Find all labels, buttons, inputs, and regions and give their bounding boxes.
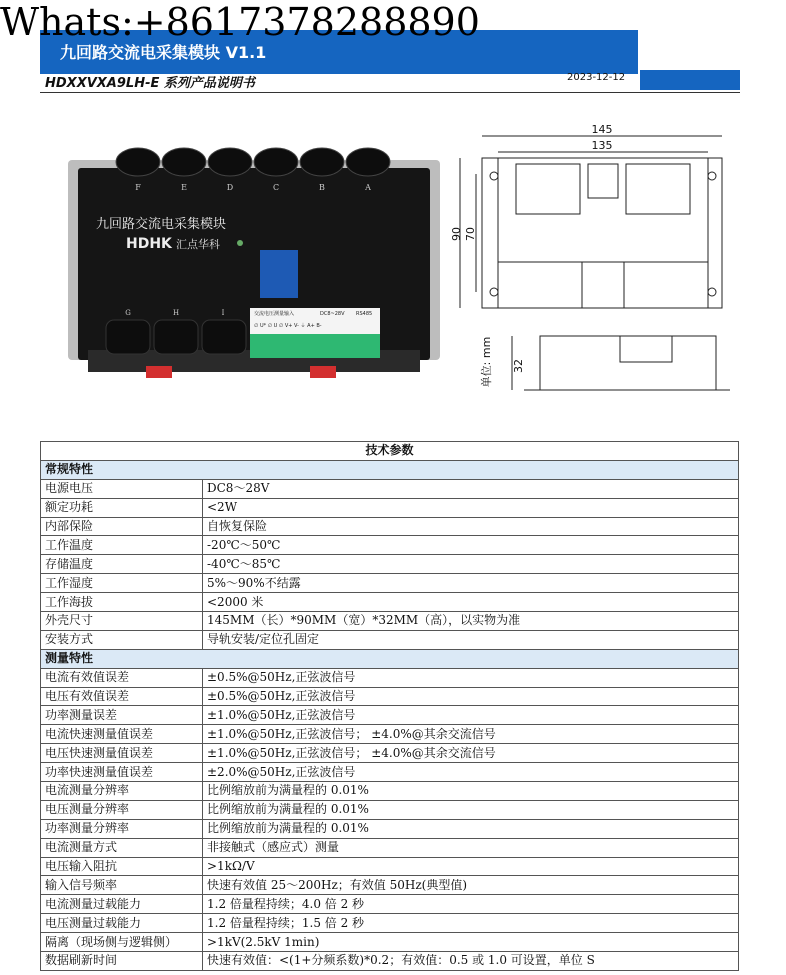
spec-value: DC8～28V xyxy=(203,479,739,498)
spec-value: 导轨安装/定位孔固定 xyxy=(203,630,739,649)
brand-label: HDHK xyxy=(126,236,172,252)
ct-label-e: E xyxy=(181,183,187,192)
ct-label-c: C xyxy=(272,183,280,192)
spec-row xyxy=(41,574,739,593)
spec-row xyxy=(41,668,739,687)
spec-param: 隔离（现场侧与逻辑侧） xyxy=(41,933,203,952)
spec-param: 电压快速测量值误差 xyxy=(41,744,203,763)
spec-param: 电源电压 xyxy=(41,479,203,498)
spec-param: 内部保险 xyxy=(41,517,203,536)
spec-row xyxy=(41,630,739,649)
spec-row xyxy=(41,744,739,763)
spec-param: 电流测量过载能力 xyxy=(41,895,203,914)
spec-row xyxy=(41,687,739,706)
dim-width-135: 135 xyxy=(591,139,613,152)
spec-param: 数据刷新时间 xyxy=(41,952,203,971)
spec-value: >1kΩ/V xyxy=(203,857,739,876)
spec-row xyxy=(41,819,739,838)
spec-value: 快速有效值：<(1+分频系数)*0.2；有效值：0.5 或 1.0 可设置，单位 S xyxy=(203,952,739,971)
spec-param: 电流有效值误差 xyxy=(41,668,203,687)
document-date: 2023-12-12 xyxy=(567,72,626,83)
module-title: 九回路交流电采集模块 V1.1 xyxy=(60,43,267,62)
terminal-group-power: DC8~28V xyxy=(320,311,345,317)
spec-param: 电流测量方式 xyxy=(41,838,203,857)
document-subtitle: HDXXVXA9LH-E 系列产品说明书 xyxy=(45,76,255,91)
header-divider xyxy=(40,92,740,93)
spec-param: 功率测量误差 xyxy=(41,706,203,725)
spec-value: 比例缩放前为满量程的 0.01% xyxy=(203,800,739,819)
spec-section-title: 测量特性 xyxy=(41,649,739,668)
spec-row xyxy=(41,838,739,857)
spec-row xyxy=(41,725,739,744)
spec-param: 工作温度 xyxy=(41,536,203,555)
spec-row xyxy=(41,933,739,952)
spec-param: 电流快速测量值误差 xyxy=(41,725,203,744)
spec-param: 电压有效值误差 xyxy=(41,687,203,706)
ct-label-h: H xyxy=(172,309,180,317)
spec-param: 功率快速测量值误差 xyxy=(41,763,203,782)
spec-param: 电压测量过载能力 xyxy=(41,914,203,933)
spec-value: 非接触式（感应式）测量 xyxy=(203,838,739,857)
spec-value: >1kV(2.5kV 1min) xyxy=(203,933,739,952)
spec-param: 工作湿度 xyxy=(41,574,203,593)
terminal-pins: ∅ U* ∅ U ∅ V+ V- ⏚ A+ B- xyxy=(254,323,322,329)
dim-height-70: 70 xyxy=(464,227,477,241)
spec-param: 外壳尺寸 xyxy=(41,612,203,631)
spec-value: -20℃～50℃ xyxy=(203,536,739,555)
spec-param: 安装方式 xyxy=(41,630,203,649)
spec-value: 自恢复保险 xyxy=(203,517,739,536)
spec-section-row xyxy=(41,649,739,668)
product-photo xyxy=(68,140,440,385)
spec-row xyxy=(41,498,739,517)
ct-label-i: I xyxy=(221,309,225,317)
ct-label-g: G xyxy=(125,309,131,317)
ct-label-f: F xyxy=(135,183,141,192)
spec-row xyxy=(41,895,739,914)
ct-label-b: B xyxy=(319,183,325,192)
spec-value: ±0.5%@50Hz,正弦波信号 xyxy=(203,687,739,706)
ct-label-d: D xyxy=(226,183,234,192)
spec-title: 技术参数 xyxy=(41,442,739,461)
spec-param: 输入信号频率 xyxy=(41,876,203,895)
ct-label-a: A xyxy=(365,183,371,192)
terminal-group-rs485: RS485 xyxy=(356,311,373,317)
spec-value: ±1.0%@50Hz,正弦波信号； ±4.0%@其余交流信号 xyxy=(203,744,739,763)
spec-param: 工作海拔 xyxy=(41,593,203,612)
spec-value: 1.2 倍量程持续；1.5 倍 2 秒 xyxy=(203,914,739,933)
spec-value: <2000 米 xyxy=(203,593,739,612)
spec-row xyxy=(41,536,739,555)
spec-value: ±1.0%@50Hz,正弦波信号 xyxy=(203,706,739,725)
spec-row xyxy=(41,706,739,725)
spec-param: 功率测量分辨率 xyxy=(41,819,203,838)
spec-value: 5%～90%不结露 xyxy=(203,574,739,593)
spec-param: 额定功耗 xyxy=(41,498,203,517)
spec-value: 145MM（长）*90MM（宽）*32MM（高），以实物为准 xyxy=(203,612,739,631)
spec-value: -40℃～85℃ xyxy=(203,555,739,574)
spec-value: ±2.0%@50Hz,正弦波信号 xyxy=(203,763,739,782)
terminal-group-voltage: 交流电压测量输入 xyxy=(254,311,295,317)
header-bar-accent xyxy=(640,70,740,90)
spec-value: 比例缩放前为满量程的 0.01% xyxy=(203,819,739,838)
spec-value: ±0.5%@50Hz,正弦波信号 xyxy=(203,668,739,687)
spec-row xyxy=(41,593,739,612)
brand-cn-label: 汇点华科 xyxy=(176,238,220,251)
spec-value: 1.2 倍量程持续；4.0 倍 2 秒 xyxy=(203,895,739,914)
module-label: 九回路交流电采集模块 xyxy=(96,217,227,232)
spec-row xyxy=(41,763,739,782)
spec-row xyxy=(41,914,739,933)
spec-row xyxy=(41,612,739,631)
spec-table xyxy=(40,441,739,971)
spec-value: 比例缩放前为满量程的 0.01% xyxy=(203,782,739,801)
spec-param: 电压测量分辨率 xyxy=(41,800,203,819)
spec-title-row xyxy=(41,442,739,461)
spec-param: 存储温度 xyxy=(41,555,203,574)
spec-param: 电流测量分辨率 xyxy=(41,782,203,801)
spec-row xyxy=(41,782,739,801)
spec-value: <2W xyxy=(203,498,739,517)
spec-value: 快速有效值 25～200Hz；有效值 50Hz(典型值) xyxy=(203,876,739,895)
spec-row xyxy=(41,876,739,895)
spec-row xyxy=(41,517,739,536)
spec-row xyxy=(41,479,739,498)
spec-value: ±1.0%@50Hz,正弦波信号； ±4.0%@其余交流信号 xyxy=(203,725,739,744)
dim-width-145: 145 xyxy=(591,123,613,136)
spec-param: 电压输入阻抗 xyxy=(41,857,203,876)
spec-row xyxy=(41,857,739,876)
dim-depth-32: 32 xyxy=(512,359,525,373)
spec-row xyxy=(41,952,739,971)
spec-section-row xyxy=(41,460,739,479)
dim-height-90: 90 xyxy=(450,227,463,241)
unit-label: 单位: mm xyxy=(480,336,493,388)
spec-section-title: 常规特性 xyxy=(41,460,739,479)
watermark-text: Whats:+8617378288890 xyxy=(0,0,480,44)
spec-row xyxy=(41,800,739,819)
spec-row xyxy=(41,555,739,574)
dimension-drawing xyxy=(450,122,735,412)
